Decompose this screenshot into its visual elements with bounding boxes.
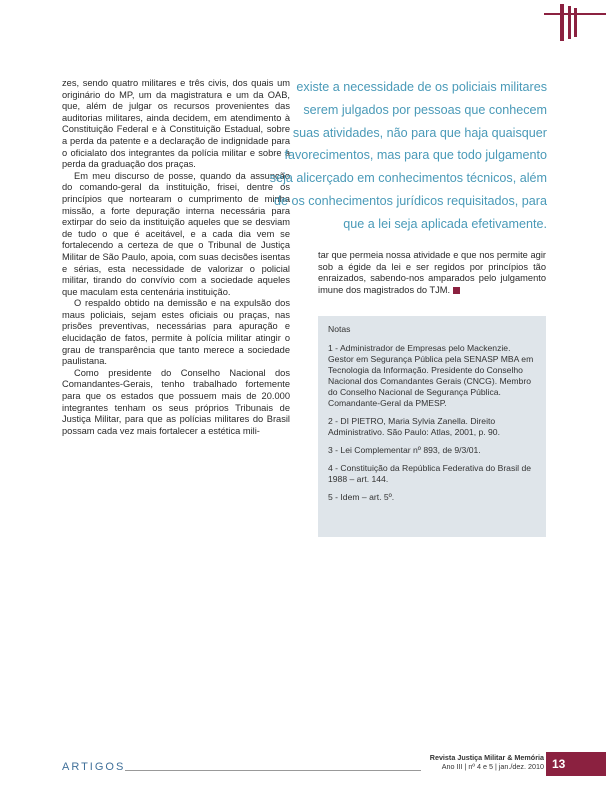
end-mark-icon (453, 287, 460, 294)
notes-box (318, 316, 546, 537)
paragraph-2: Em meu discurso de posse, quando da assunção do comando-geral da instituição, frisei, dentre os princípios que nortearam o cumprimento de minha missão, a forte depuração interna necessária para extirpar do seio da instituição aqueles que se desviam de tudo o que é aceitável, e a cada dia vem se fortalecendo a certeza de que o Tribunal de Justiça Militar de São Paulo, apoia, com suas decisões isentas e sérias, esta necessidade de valorizar o policial militar, tirando do convívio com a sociedade aqueles que maculam esta centenária instituição. (62, 170, 290, 297)
journal-title: Revista Justiça Militar & Memória (429, 753, 544, 762)
section-label: ARTIGOS (62, 761, 126, 773)
paragraph-3: O respaldo obtido na demissão e na expulsão dos maus policiais, sejam estes oficiais ou praças, nas prisões preventivas, necessárias para apuração e elucidação de fatos, permite à polícia militar atingir o grau de transparência que tanto merece a sociedade paulistana. (62, 298, 290, 367)
note-item: 4 - Constituição da República Federativa do Brasil de 1988 – art. 144. (328, 463, 532, 484)
left-column (62, 78, 290, 437)
page-number: 13 (552, 757, 566, 771)
pull-quote-line: serem julgados por pessoas que conhecem (303, 102, 547, 117)
note-item: 3 - Lei Complementar nº 893, de 9/3/01. (328, 445, 481, 455)
note-item: 1 - Administrador de Empresas pelo Mackenzie. Gestor em Segurança Pública pela SENASP MBA em Tecnologia da Informação. Presidente do Conselho Nacional dos Comandantes Gerais (CNCG). Membro do Conselho Nacional de Segurança Pública. Comandante-Geral da PMESP. (328, 343, 534, 408)
note-item: 5 - Idem – art. 5º. (328, 492, 395, 502)
footer-divider (125, 770, 421, 771)
pull-quote-line: de os conhecimentos jurídicos requisitados, para (273, 193, 547, 208)
closing-text: tar que permeia nossa atividade e que nos permite agir sob a égide da lei e ser regidos por princípios tão enraizados, sabendo-nos amparados pelo julgamento imune dos magistrados do TJM. (318, 250, 546, 295)
pull-quote-line: seja alicerçado em conhecimentos técnicos, além (269, 171, 547, 186)
paragraph-1: zes, sendo quatro militares e três civis, dos quais um originário do MP, um da magistratura e um da OAB, que, além de julgar os recursos provenientes das auditorias militares, ainda decidem, em atendimento à Constituição Federal e à Constituição Estadual, sobre a perda da patente e a declaração de indignidade para o oficialato dos integrantes da polícia militar e sobre a perda da graduação dos praças. (62, 78, 290, 170)
note-item: 2 - DI PIETRO, Maria Sylvia Zanella. Direito Administrativo. São Paulo: Atlas, 2001, p. 90. (328, 416, 500, 437)
pull-quote-line: suas atividades, não para que haja quaisquer (292, 125, 547, 140)
journal-issue: Ano III | nº 4 e 5 | jan./dez. 2010 (441, 762, 544, 771)
paragraph-4: Como presidente do Conselho Nacional dos Comandantes-Gerais, tenho trabalhado fortemente para que os estados que possuem mais de 20.000 integrantes tenham os seus próprios Tribunais de Justiça Militar, para que as polícias militares do Brasil possam cada vez mais fortalecer a estética mili- (62, 367, 290, 436)
pull-quote-line: existe a necessidade de os policiais militares (296, 80, 547, 94)
pull-quote-line: favorecimentos, mas para que todo julgamento (284, 148, 547, 163)
right-column (318, 250, 546, 296)
journal-info (422, 753, 544, 771)
pull-quote-line: que a lei seja aplicada efetivamente. (343, 216, 547, 231)
notes-title: Notas (328, 324, 351, 334)
pull-quote (262, 76, 547, 236)
corner-ornament (544, 0, 606, 45)
closing-paragraph (318, 250, 546, 296)
